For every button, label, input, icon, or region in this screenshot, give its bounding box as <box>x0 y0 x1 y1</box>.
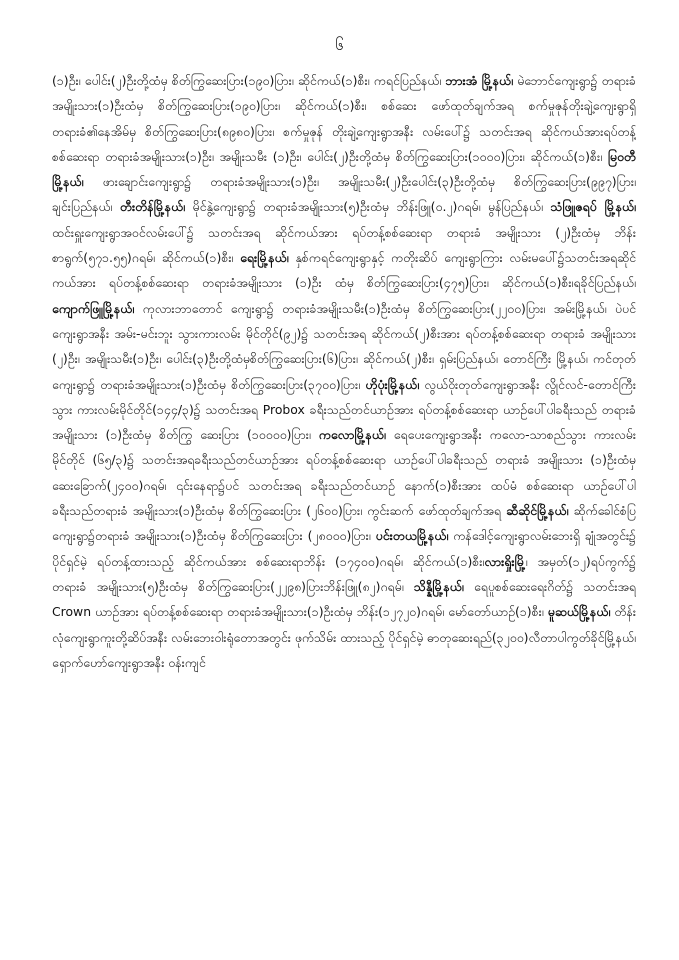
text-run: မဲဘောင်ကျေးရွာ၌ တရားခံအမျိုးသား(၁)ဦးထံမှ စိတ်ကြွဆေးပြား(၁၉၀)ပြား၊ ဆိုင်ကယ်(၁)စီး၊ စစ်ဆေး ဖော်ထုတ်ချက်အရ စက်မှုဇုန်တိုးချဲ့ကျေးရွာရှိ တရားခံ၏နေအိမ်မှ စိတ်ကြွဆေးပြား(၈၉၈၀)ပြား၊ စက်မှုဇုန် တိုးချဲ့ကျေးရွာအနီး လမ်းပေါ်၌ သတင်းအရ ဆိုင်ကယ်အားရပ်တန့်စစ်ဆေးရာ တရားခံအမျိုးသား(၁)ဦး၊ အမျိုးသမီး (၁)ဦး၊ ပေါင်း(၂)ဦးတို့ထံမှ စိတ်ကြွဆေးပြား(၁၀၀၀)ပြား၊ ဆိုင်ကယ်(၁)စီး၊ <box>52 73 636 164</box>
text-run: နှစ်ကရင်ကျေးရွာနှင့် ကတိုးဆိပ် ကျေးရွာကြား လမ်းမပေါ်၌သတင်းအရဆိုင်ကယ်အား ရပ်တန့်စစ်ဆေးရာ တရားခံအမျိုးသား (၁)ဦး ထံမှ စိတ်ကြွဆေးပြား(၄၇၅)ပြား၊ ဆိုင်ကယ်(၁)စီး၊ရခိုင်ပြည်နယ်၊ <box>52 250 636 291</box>
bold-place-name: သိန္နီမြို့နယ်၊ <box>413 578 464 594</box>
text-run: (၁)ဦး၊ ပေါင်း(၂)ဦးတို့ထံမှ စိတ်ကြွဆေးပြား(၁၉၀)ပြား၊ ဆိုင်ကယ်(၁)စီး၊ ကရင်ပြည်နယ်၊ <box>52 73 446 88</box>
text-run: ရေပူစစ်ဆေးရေးဂိတ်၌ သတင်းအရ Crown ယာဉ်အား ရပ်တန့်စစ်ဆေးရာ တရားခံအမျိုးသား(၁)ဦးထံမှ ဘိန်း(၁၂၇၂၀)ဂရမ်၊ မော်တော်ယာဉ်(၁)စီး၊ <box>52 578 636 620</box>
page-number: ၆ <box>335 36 344 54</box>
bold-place-name: ပင်းတယမြို့နယ်၊ <box>375 528 449 544</box>
bold-place-name: မူဆယ်မြို့နယ်၊ <box>547 604 611 620</box>
bold-place-name: ကျောက်ဖြူမြို့နယ်၊ <box>52 300 135 316</box>
text-run: ၊ အမှတ်(၁၂)ရပ်ကွက်၌ တရားခံ အမျိုးသား(၅)ဦးထံမှ စိတ်ကြွဆေးပြား(၂၂၉၈)ပြားဘိန်းဖြူ(၈၂)ဂရမ်၊ <box>52 553 636 594</box>
text-run: တိန်းလုံကျေးရွာကူးတို့ဆိပ်အနီး လမ်းဘေးဝါးရုံတောအတွင်း ဖုက်သိမ်း ထားသည့် ပိုင်ရှင်မဲ့ ဓာတုဆေးရည်(၃၂၀၀)လီတာပါကွတ်ခိုင်မြို့နယ်၊ ရှောက်ဟော်ကျေးရွာအနီး ဝန်းကျင် <box>52 604 636 670</box>
text-run: မိုင်နွဲ့ကျေးရွာ၌ တရားခံအမျိုးသား(၅)ဦးထံမှ ဘိန်းဖြူ(၀.၂)ဂရမ်၊ မွန်ပြည်နယ်၊ <box>185 199 551 215</box>
bold-place-name: ကလောမြို့နယ်၊ <box>318 427 386 443</box>
text-run: ဖားချောင်းကျေးရွာ၌ တရားခံအမျိုးသား(၁)ဦး၊ အမျိုးသမီး(၂)ဦးပေါင်း(၃)ဦးတို့ထံမှ စိတ်ကြွဆေးပြား(၉၉၇)ပြား၊ ချင်းပြည်နယ်၊ <box>52 174 636 215</box>
bold-place-name: သံဖြူဇရပ် မြို့နယ်၊ <box>550 199 636 215</box>
text-run: ကန်ဒေါင့်ကျေးရွာလမ်းဘေးရှိ ချုံအတွင်း၌ ပိုင်ရှင်မဲ့ ရပ်တန့်ထားသည့် ဆိုင်ကယ်အား စစ်ဆေးရာဘိန်း (၁၇၄၀၀)ဂရမ်၊ ဆိုင်ကယ်(၁)စီး၊ <box>52 528 636 569</box>
bold-place-name: ရေးမြို့နယ်၊ <box>240 250 289 266</box>
text-run: ရေပေးကျေးရွာအနီး ကလော-သာစည်သွား ကားလမ်း မိုင်တိုင် (၆၅/၃)၌ သတင်းအရခရီးသည်တင်ယာဉ်အား ရပ်တန့်စစ်ဆေးရာ ယာဉ်ပေါ်ပါခရီးသည် တရားခံ အမျိုးသား (၁)ဦးထံမှ ဆေးခြောက်(၂၄၀၀)ဂရမ်၊ ၎င်းနေရာ၌ပင် သတင်းအရ ခရီးသည်တင်ယာဉ် နောက်(၁)စီးအား ထပ်မံ စစ်ဆေးရာ ယာဉ်ပေါ်ပါခရီးသည်တရားခံ အမျိုးသား(၁)ဦးထံမှ စိတ်ကြွဆေးပြား (၂၆၀၀)ပြား၊ ကွင်းဆက် ဖော်ထုတ်ချက်အရ <box>52 427 636 519</box>
text-run: ထင်းရှူးကျေးရွာအဝင်လမ်းပေါ်၌ သတင်းအရ ဆိုင်ကယ်အား ရပ်တန့်စစ်ဆေးရာ တရားခံ အမျိုးသား (၂)ဦးထံမှ ဘိန်းစာရွက်(၅၇၁.၅၅)ဂရမ်၊ ဆိုင်ကယ်(၁)စီး၊ <box>52 224 636 266</box>
bold-place-name: ဆီဆိုင်မြို့နယ်၊ <box>506 503 569 519</box>
bold-place-name: ဟိုပုံးမြို့နယ်၊ <box>365 376 420 392</box>
bold-place-name: မြဝတီမြို့နယ်၊ <box>52 148 636 190</box>
bold-place-name: တီးတိန်မြို့နယ်၊ <box>119 199 186 215</box>
body-paragraph <box>52 68 636 948</box>
text-run: ကုလားဘာတောင် ကျေးရွာ၌ တရားခံအမျိုးသမီး(၁)ဦးထံမှ စိတ်ကြွဆေးပြား(၂၂၀၀)ပြား၊ အမ်းမြို့နယ်၊ ပဲပင်ကျေးရွာအနီး အမ်း-မင်းဘူး သွားကားလမ်း မိုင်တိုင်(၉၂)၌ သတင်းအရ ဆိုင်ကယ်(၂)စီးအား ရပ်တန့်စစ်ဆေးရာ တရားခံ အမျိုးသား (၂)ဦး၊ အမျိုးသမီး(၁)ဦး၊ ပေါင်း(၃)ဦးတို့ထံမှစိတ်ကြွဆေးပြား(၆)ပြား၊ ဆိုင်ကယ်(၂)စီး၊ ရှမ်းပြည်နယ်၊ တောင်ကြီး မြို့နယ်၊ ကင်တုတ်ကျေးရွာ၌ တရားခံအမျိုးသား(၁)ဦးထံမှ စိတ်ကြွဆေးပြား(၃၇၀၀)ပြား၊ <box>52 300 636 392</box>
text-run: လွယ်ဝိုးတုတ်ကျေးရွာအနီး လွိုင်လင်-တောင်ကြီးသွား ကားလမ်းမိုင်တိုင်(၁၄၄/၃)၌ သတင်းအရ Probox ခရီးသည်တင်ယာဉ်အား ရပ်တန့်စစ်ဆေးရာ ယာဉ်ပေါ်ပါခရီးသည် တရားခံအမျိုးသား (၁)ဦးထံမှ စိတ်ကြွ ဆေးပြား (၁၀၀၀၀)ပြား၊ <box>52 376 636 443</box>
bold-place-name: ဘားအံ မြို့နယ်၊ <box>445 73 514 88</box>
bold-place-name: လားရှိုးမြို့ <box>484 553 526 569</box>
text-run: ဆိုက်ခေါင်စံပြကျေးရွာ၌တရားခံ အမျိုးသား(၁)ဦးထံမှ စိတ်ကြွဆေးပြား (၂၈၀၀၀)ပြား၊ <box>52 503 636 544</box>
